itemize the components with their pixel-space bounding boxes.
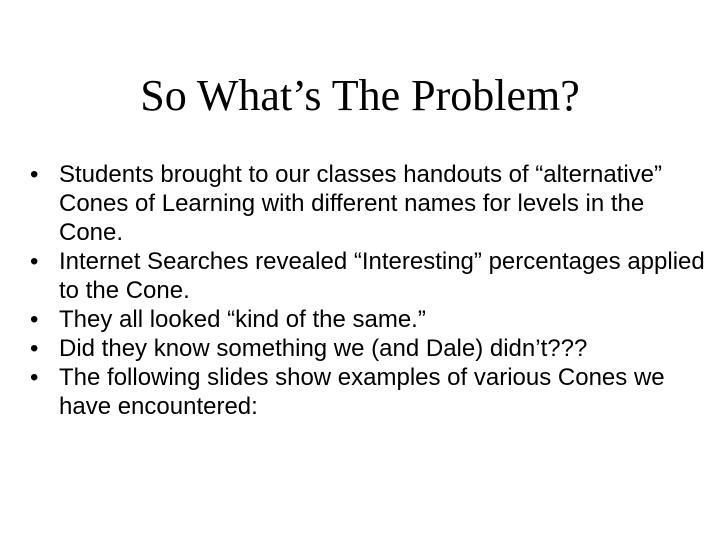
bullet-item — [30, 160, 710, 247]
bullet-text: Internet Searches revealed “Interesting” percentages applied to the Cone. — [59, 248, 705, 304]
bullet-dot-icon: • — [30, 364, 39, 391]
bullet-item — [30, 334, 710, 363]
bullet-text: The following slides show examples of various Cones we have encountered: — [59, 364, 665, 420]
slide-title: So What’s The Problem? — [140, 71, 580, 120]
bullet-item — [30, 247, 710, 305]
bullet-dot-icon: • — [30, 248, 39, 275]
bullet-text: Students brought to our classes handouts of “alternative” Cones of Learning with different names for levels in the Cone. — [59, 161, 663, 246]
bullet-text: Did they know something we (and Dale) didn’t??? — [59, 335, 588, 362]
bullet-dot-icon: • — [30, 335, 39, 362]
bullet-item — [30, 363, 710, 421]
bullet-text: They all looked “kind of the same.” — [59, 306, 426, 333]
bullet-item — [30, 305, 710, 334]
bullet-dot-icon: • — [30, 161, 39, 188]
bullet-dot-icon: • — [30, 306, 39, 333]
bullet-list — [30, 160, 710, 421]
